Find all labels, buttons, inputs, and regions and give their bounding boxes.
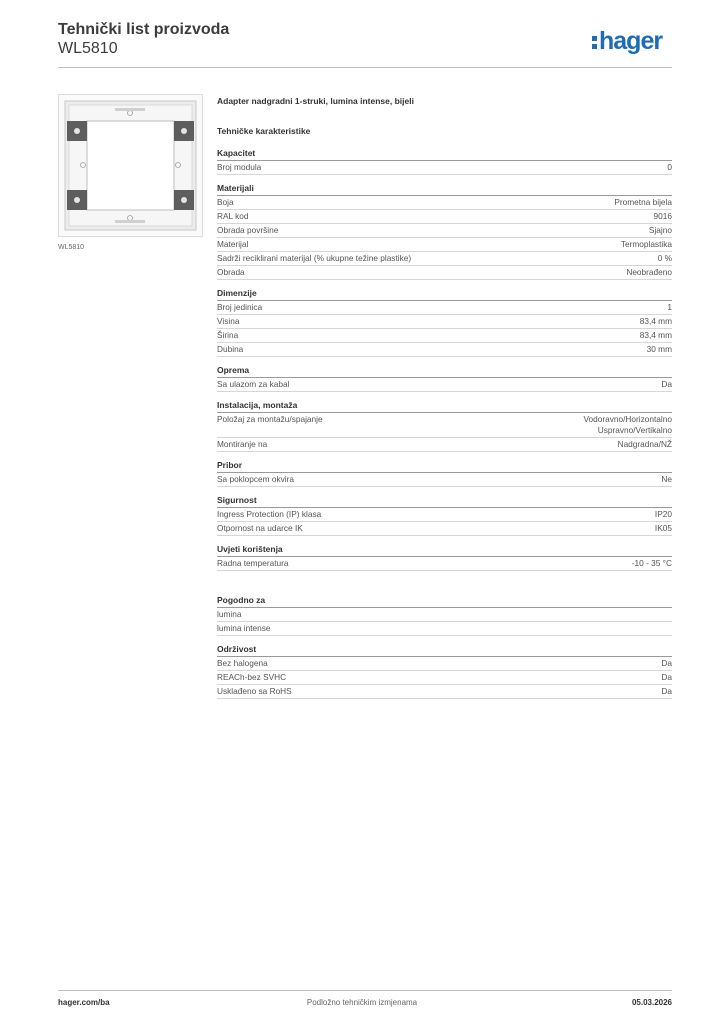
spec-value: 1 — [667, 302, 672, 312]
spec-row — [217, 329, 672, 343]
section-title: Instalacija, montaža — [217, 400, 672, 413]
spec-value: 83,4 mm — [639, 316, 672, 326]
section-title: Kapacitet — [217, 148, 672, 161]
hager-logo — [592, 27, 662, 55]
specification-content — [217, 96, 672, 707]
spec-label: Visina — [217, 316, 240, 326]
spec-row — [217, 238, 672, 252]
technical-characteristics-heading: Tehničke karakteristike — [217, 126, 311, 136]
spec-row — [217, 378, 672, 392]
spec-value: IP20 — [654, 509, 672, 519]
spec-row — [217, 224, 672, 238]
section-kapacitet — [217, 148, 672, 175]
section-dimenzije — [217, 288, 672, 357]
spec-row — [217, 671, 672, 685]
section-pribor — [217, 460, 672, 487]
section-title: Oprema — [217, 365, 672, 378]
spec-label: RAL kod — [217, 211, 249, 221]
header-divider — [58, 67, 672, 68]
spec-value: 0 % — [657, 253, 672, 263]
spec-row — [217, 315, 672, 329]
spec-label: Otpornost na udarce IK — [217, 523, 303, 533]
spec-value: 0 — [667, 162, 672, 172]
adapter-frame-illustration — [59, 95, 202, 236]
product-image — [58, 94, 203, 237]
footer-date: 05.03.2026 — [631, 998, 672, 1007]
spec-value: 83,4 mm — [639, 330, 672, 340]
spec-label: REACh-bez SVHC — [217, 672, 287, 682]
compatible-series-item: lumina intense — [217, 622, 672, 636]
document-title: Tehnički list proizvoda — [58, 21, 230, 38]
spec-value: IK05 — [654, 523, 672, 533]
spec-label: Položaj za montažu/spajanje — [217, 414, 323, 424]
spec-row — [217, 301, 672, 315]
spec-value: Neobrađeno — [626, 267, 672, 277]
spec-label: Ingress Protection (IP) klasa — [217, 509, 322, 519]
spec-value: Sjajno — [648, 225, 672, 235]
spec-value: -10 - 35 °C — [631, 558, 672, 568]
document-header — [58, 20, 229, 58]
spec-row — [217, 252, 672, 266]
spec-row — [217, 343, 672, 357]
compatible-series-item: lumina — [217, 608, 672, 622]
section-instalacija — [217, 400, 672, 452]
logo-dots-icon — [592, 34, 597, 50]
spec-label: Sa ulazom za kabal — [217, 379, 290, 389]
spec-label: Broj modula — [217, 162, 262, 172]
spec-row — [217, 508, 672, 522]
spec-label: Dubina — [217, 344, 244, 354]
spec-label: Broj jedinica — [217, 302, 263, 312]
spec-label: Širina — [217, 330, 239, 340]
section-title: Dimenzije — [217, 288, 672, 301]
footer-notice: Podložno tehničkim izmjenama — [306, 998, 418, 1007]
section-pogodno-za — [217, 595, 672, 636]
section-spacer — [217, 579, 672, 595]
spec-row — [217, 473, 672, 487]
spec-value: Termoplastika — [620, 239, 672, 249]
section-materijali — [217, 183, 672, 280]
spec-row — [217, 266, 672, 280]
spec-row — [217, 522, 672, 536]
section-oprema — [217, 365, 672, 392]
spec-label: Bez halogena — [217, 658, 268, 668]
section-title: Održivost — [217, 644, 672, 657]
section-title: Uvjeti korištenja — [217, 544, 672, 557]
spec-row — [217, 161, 672, 175]
spec-value: 9016 — [653, 211, 672, 221]
section-title: Materijali — [217, 183, 672, 196]
section-sigurnost — [217, 495, 672, 536]
spec-value: Nadgradna/NŽ — [617, 439, 672, 449]
section-title: Pogodno za — [217, 595, 672, 608]
section-title: Sigurnost — [217, 495, 672, 508]
spec-value: Ne — [661, 474, 672, 484]
spec-value — [583, 414, 672, 436]
spec-label: Boja — [217, 197, 234, 207]
spec-row — [217, 210, 672, 224]
spec-value: Da — [661, 658, 672, 668]
spec-label: Sadrži reciklirani materijal (% ukupne težine plastike) — [217, 253, 412, 263]
spec-row — [217, 557, 672, 571]
product-code: WL5810 — [58, 40, 118, 57]
spec-label: Materijal — [217, 239, 249, 249]
section-odrzivost — [217, 644, 672, 699]
footer-website-link[interactable]: hager.com/ba — [58, 998, 110, 1007]
spec-value: Da — [661, 379, 672, 389]
spec-value-line: Uspravno/Vertikalno — [597, 425, 672, 435]
spec-label: Montiranje na — [217, 439, 268, 449]
section-uvjeti — [217, 544, 672, 571]
spec-row — [217, 438, 672, 452]
section-title: Pribor — [217, 460, 672, 473]
spec-label: Usklađeno sa RoHS — [217, 686, 292, 696]
footer-divider — [58, 990, 672, 991]
spec-row — [217, 413, 672, 438]
spec-value: 30 mm — [646, 344, 672, 354]
spec-value: Da — [661, 686, 672, 696]
spec-row — [217, 685, 672, 699]
spec-label: Obrada — [217, 267, 245, 277]
spec-label: Obrada površine — [217, 225, 279, 235]
spec-row — [217, 196, 672, 210]
spec-value-line: Vodoravno/Horizontalno — [583, 414, 672, 424]
spec-value: Da — [661, 672, 672, 682]
spec-label: Sa poklopcem okvira — [217, 474, 295, 484]
spec-value: Prometna bijela — [614, 197, 672, 207]
logo-text: hager — [599, 27, 663, 55]
product-name: Adapter nadgradni 1-struki, lumina intense, bijeli — [217, 96, 414, 106]
spec-row — [217, 657, 672, 671]
spec-label: Radna temperatura — [217, 558, 289, 568]
image-caption: WL5810 — [58, 244, 85, 251]
